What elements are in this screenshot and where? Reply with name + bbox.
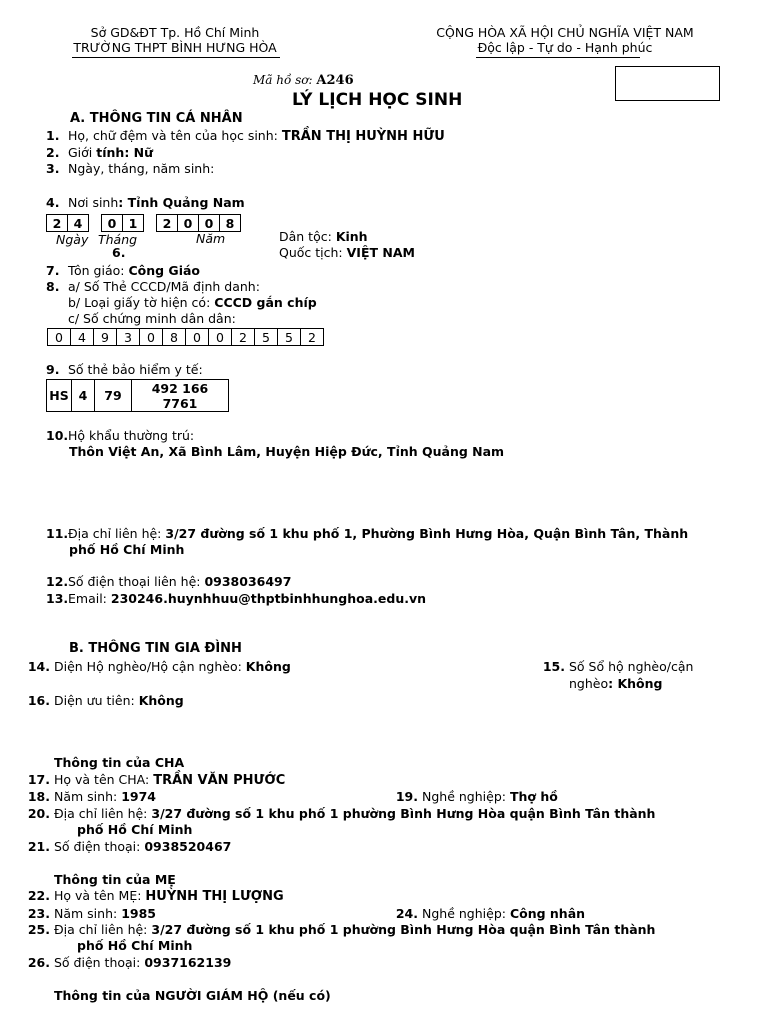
dob-year-digit: 2: [157, 215, 178, 232]
mother-occupation: Công nhân: [509, 906, 586, 921]
item-4-label: Nơi sinh: [68, 195, 119, 210]
item-14-label: Diện Hộ nghèo/Hộ cận nghèo:: [54, 659, 242, 674]
item-20-label: Địa chỉ liên hệ:: [54, 806, 148, 821]
birthplace-value: : Tỉnh Quảng Nam: [118, 195, 245, 210]
gender-value: tính: Nữ: [96, 145, 154, 160]
ethnicity-value: Kinh: [335, 229, 368, 244]
item-number: 20.: [27, 806, 50, 821]
id-digit: 9: [94, 329, 117, 346]
file-code: [253, 73, 354, 88]
id-digit: 0: [186, 329, 209, 346]
nation-name: CỘNG HÒA XÃ HỘI CHỦ NGHĨA VIỆT NAM: [436, 25, 694, 40]
item-number: 12.: [46, 574, 69, 589]
item-number: 8.: [46, 279, 60, 294]
item-13-label: Email:: [68, 591, 107, 606]
item-15-continued: [569, 676, 663, 691]
item-22-label: Họ và tên MẸ:: [54, 888, 142, 903]
poor-household-value: Không: [245, 659, 291, 674]
email-value: 230246.huynhhuu@thptbinhhunghoa.edu.vn: [110, 591, 427, 606]
father-heading: Thông tin của CHA: [54, 755, 185, 770]
father-occupation: Thợ hồ: [509, 789, 558, 804]
item-6-number: 6.: [112, 245, 126, 260]
item-number: 24.: [395, 906, 418, 921]
item-26-label: Số điện thoại:: [54, 955, 141, 970]
id-digit: 3: [117, 329, 140, 346]
item-1: [46, 128, 445, 144]
mother-heading: Thông tin của MẸ: [54, 872, 176, 887]
id-doc-type: CCCD gắn chíp: [214, 295, 317, 310]
item-24-label: Nghề nghiệp:: [422, 906, 506, 921]
item-15-label: Số Sổ hộ nghèo/cận: [569, 659, 694, 674]
item-18-label: Năm sinh:: [54, 789, 118, 804]
item-number: 19.: [395, 789, 418, 804]
item-17-label: Họ và tên CHA:: [54, 772, 150, 787]
item-3: [46, 161, 214, 176]
item-number: 26.: [27, 955, 50, 970]
school-name: TRƯỜNG THPT BÌNH HƯNG HÒA: [73, 40, 277, 55]
item-8a-label: a/ Số Thẻ CCCD/Mã định danh:: [68, 279, 260, 294]
item-number: 3.: [46, 161, 60, 176]
file-code-label: Mã hồ sơ:: [253, 73, 313, 87]
insurance-grid: [46, 379, 229, 412]
item-8c: c/ Số chứng minh dân dân:: [68, 311, 236, 326]
dob-month-digit: 0: [102, 215, 123, 232]
mother-name: HUỲNH THỊ LƯỢNG: [145, 889, 284, 904]
item-number: 9.: [46, 362, 60, 377]
poor-book-value: : Không: [608, 676, 663, 691]
item-number: 25.: [27, 922, 50, 937]
father-birth-year: 1974: [121, 789, 156, 804]
id-digit: 5: [278, 329, 301, 346]
item-15-label-2: nghèo: [569, 676, 609, 691]
item-22: [26, 888, 284, 904]
item-8b-label: b/ Loại giấy tờ hiện có:: [68, 295, 211, 310]
item-9-label: Số thẻ bảo hiểm y tế:: [68, 362, 203, 377]
id-digit: 2: [301, 329, 324, 346]
item-number: 10.: [46, 428, 69, 443]
guardian-heading: Thông tin của NGƯỜI GIÁM HỘ (nếu có): [54, 988, 331, 1003]
item-number: 13.: [46, 591, 69, 606]
mother-birth-year: 1985: [121, 906, 156, 921]
contact-phone: 0938036497: [204, 574, 292, 589]
id-digit: 0: [209, 329, 232, 346]
item-26: [26, 955, 231, 970]
dob-year-label: Năm: [196, 231, 226, 246]
item-13: [46, 591, 426, 606]
dob-month-label: Tháng: [98, 232, 138, 247]
item-12: [46, 574, 291, 589]
item-19-label: Nghề nghiệp:: [422, 789, 506, 804]
nationality-value: VIỆT NAM: [346, 245, 415, 260]
id-number-grid: [47, 328, 324, 346]
id-digit: 4: [71, 329, 94, 346]
id-digit: 2: [232, 329, 255, 346]
contact-address-line-1: 3/27 đường số 1 khu phố 1, Phường Bình Hưng Hòa, Quận Bình Tân, Thành: [165, 526, 689, 541]
item-14: [26, 659, 291, 674]
file-code-value: A246: [316, 73, 354, 88]
item-7: [46, 263, 200, 278]
student-name: TRẦN THỊ HUỲNH HỮU: [281, 129, 445, 144]
item-8b: [68, 295, 317, 310]
section-b-heading: B. THÔNG TIN GIA ĐÌNH: [69, 641, 242, 656]
item-number: 4.: [46, 195, 60, 210]
id-digit: 0: [48, 329, 71, 346]
id-digit: 8: [163, 329, 186, 346]
item-23: [26, 906, 156, 921]
motto-underline: [476, 57, 640, 58]
nationality: [279, 245, 415, 260]
item-15: [541, 659, 693, 674]
father-address-line-2: phố Hồ Chí Minh: [77, 822, 193, 837]
father-address-line-1: 3/27 đường số 1 khu phố 1 phường Bình Hưng Hòa quận Bình Tân thành: [151, 806, 656, 821]
item-18: [26, 789, 156, 804]
item-25: [26, 922, 655, 937]
dob-year-digit: 0: [178, 215, 199, 232]
item-number: 18.: [27, 789, 50, 804]
page-title: LÝ LỊCH HỌC SINH: [292, 90, 463, 110]
item-9: [46, 362, 203, 377]
ethnicity: [279, 229, 368, 244]
mother-address-line-1: 3/27 đường số 1 khu phố 1 phường Bình Hưng Hòa quận Bình Tân thành: [151, 922, 656, 937]
mother-address-line-2: phố Hồ Chí Minh: [77, 938, 193, 953]
item-1-label: Họ, chữ đệm và tên của học sinh:: [68, 128, 278, 143]
item-number: 11.: [46, 526, 69, 541]
father-name: TRẦN VĂN PHƯỚC: [153, 773, 286, 788]
item-4: [46, 195, 245, 210]
item-2-label: Giới: [68, 145, 93, 160]
item-11: [46, 526, 688, 541]
nationality-label: Quốc tịch:: [279, 245, 343, 260]
priority-value: Không: [138, 693, 184, 708]
insurance-cell: 4: [72, 380, 95, 412]
item-number: 22.: [27, 888, 50, 903]
insurance-cell: HS: [47, 380, 72, 412]
item-number: 2.: [46, 145, 60, 160]
school-underline: [72, 57, 280, 58]
item-3-label: Ngày, tháng, năm sinh:: [68, 161, 215, 176]
id-digit: 5: [255, 329, 278, 346]
item-10-label: Hộ khẩu thường trú:: [68, 428, 195, 443]
item-2: [46, 145, 153, 160]
item-number: 17.: [27, 772, 50, 787]
dob-year-digit: 8: [220, 215, 241, 232]
department-name: Sở GD&ĐT Tp. Hồ Chí Minh: [90, 25, 260, 40]
stamp-box: [615, 66, 720, 101]
item-21-label: Số điện thoại:: [54, 839, 141, 854]
insurance-number-line-2: 7761: [162, 395, 198, 411]
permanent-address: Thôn Việt An, Xã Bình Lâm, Huyện Hiệp Đức, Tỉnh Quảng Nam: [69, 444, 505, 459]
item-17: [26, 772, 285, 788]
item-25-label: Địa chỉ liên hệ:: [54, 922, 148, 937]
item-12-label: Số điện thoại liên hệ:: [68, 574, 201, 589]
religion-value: Công Giáo: [128, 263, 200, 278]
insurance-number-line-1: 492 166: [151, 380, 209, 396]
id-digit: 0: [140, 329, 163, 346]
dob-day-label: Ngày: [56, 232, 89, 247]
insurance-cell: [132, 380, 229, 412]
item-16: [26, 693, 184, 708]
item-16-label: Diện ưu tiên:: [54, 693, 135, 708]
father-phone: 0938520467: [144, 839, 232, 854]
dob-day-digit: 2: [47, 215, 68, 232]
item-number: 16.: [27, 693, 50, 708]
item-number: 23.: [27, 906, 50, 921]
dob-grid: [46, 214, 241, 232]
item-19: [394, 789, 558, 804]
item-20: [26, 806, 655, 821]
dob-day-digit: 4: [68, 215, 89, 232]
section-a-heading: A. THÔNG TIN CÁ NHÂN: [70, 111, 243, 126]
insurance-cell: 79: [95, 380, 132, 412]
item-number: 7.: [46, 263, 60, 278]
contact-address-line-2: phố Hồ Chí Minh: [69, 542, 185, 557]
mother-phone: 0937162139: [144, 955, 232, 970]
item-8a: [46, 279, 260, 294]
dob-year-digit: 0: [199, 215, 220, 232]
item-number: 14.: [27, 659, 50, 674]
item-number: 1.: [46, 128, 60, 143]
item-24: [394, 906, 585, 921]
ethnicity-label: Dân tộc:: [279, 229, 332, 244]
motto: Độc lập - Tự do - Hạnh phúc: [477, 40, 653, 55]
item-23-label: Năm sinh:: [54, 906, 118, 921]
item-10: [46, 428, 194, 443]
item-number: 21.: [27, 839, 50, 854]
item-11-label: Địa chỉ liên hệ:: [68, 526, 162, 541]
dob-month-digit: 1: [123, 215, 144, 232]
item-7-label: Tôn giáo:: [68, 263, 125, 278]
item-21: [26, 839, 231, 854]
item-number: 15.: [542, 659, 565, 674]
